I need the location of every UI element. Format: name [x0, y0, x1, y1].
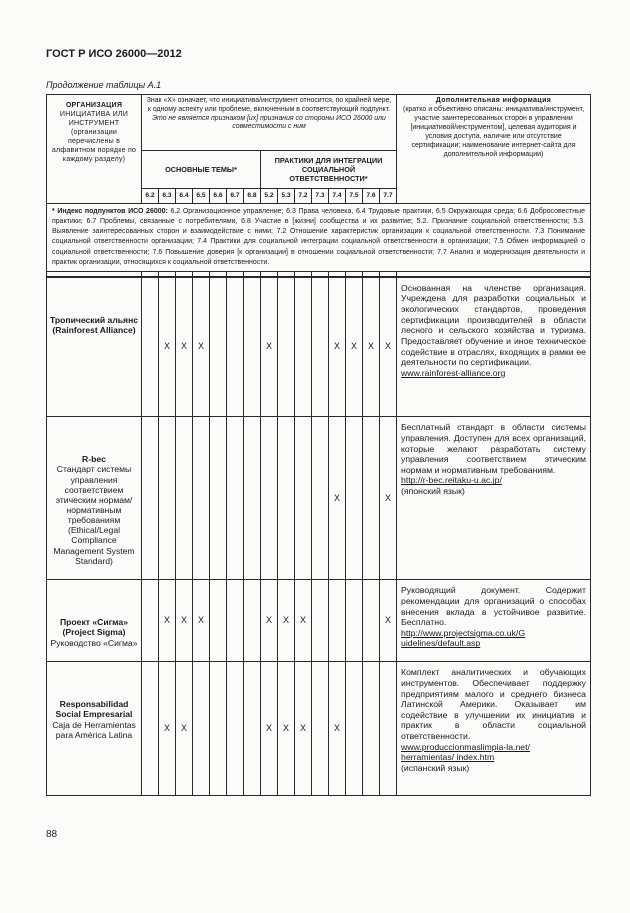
- mark-disclaimer-text: Это не является признаком [их] признания со стороны ИСО 26000 или совместимости с ним: [152, 114, 386, 131]
- website-link[interactable]: http://r-bec.reitaku-u.ac.jp/: [401, 475, 502, 486]
- mark-cell: [142, 580, 159, 662]
- mark-cell: X: [176, 277, 193, 417]
- mark-cell: [278, 277, 295, 417]
- column-number: 7.5: [346, 189, 363, 204]
- document-header: ГОСТ Р ИСО 26000—2012: [46, 48, 182, 60]
- mark-cell: [227, 277, 244, 417]
- column-number: 6.7: [227, 189, 244, 204]
- mark-cell: X: [380, 417, 397, 580]
- mark-cell: [142, 417, 159, 580]
- mark-cell: X: [363, 277, 380, 417]
- language-note: (японский язык): [401, 486, 465, 496]
- website-link[interactable]: www.produccionmaslimpia-la.net/: [401, 741, 530, 752]
- mark-cell: X: [278, 580, 295, 662]
- mark-cell: X: [295, 662, 312, 796]
- mark-cell: [346, 580, 363, 662]
- mark-cell: X: [176, 580, 193, 662]
- mark-cell: [380, 662, 397, 796]
- organization-name: Тропический альянс (Rainforest Alliance): [49, 314, 139, 335]
- column-number: 7.7: [380, 189, 397, 204]
- mark-cell: X: [159, 580, 176, 662]
- column-number: 6.6: [210, 189, 227, 204]
- organization-name: R-bec: [82, 454, 106, 465]
- website-link[interactable]: herramientas/ index.htm: [401, 752, 495, 763]
- index-legend: [47, 204, 591, 272]
- mark-cell: [210, 417, 227, 580]
- mark-cell: [244, 277, 261, 417]
- mark-cell: [244, 580, 261, 662]
- mark-cell: X: [193, 580, 210, 662]
- mark-cell: [329, 580, 346, 662]
- mark-cell: [159, 417, 176, 580]
- website-link[interactable]: www.rainforest-alliance.org: [401, 367, 506, 378]
- column-number: 7.3: [312, 189, 329, 204]
- mark-cell: [312, 580, 329, 662]
- legend-text: 6.2 Организационное управление; 6.3 Права человека, 6.4 Трудовые практики, 6.5 Окружающая среда; 6.6 Добросовестные практики; 6.7 Проблемы, связанные с потребителями, 6.8 Участие в [жизни] сообщества и их развитие; 5.2. Признание социальной ответственности; 5.3. Выявление заинтересованных сторон и взаимодействие с ними; 7.2 Отношение характеристик организации к социальной ответственности. 7.3 Понимание социальной ответственности организации; 7.4 Практики для социальной интеграции социальной ответственности в организации; 7.5 Обмен информацией о социальной ответственности; 7.6 Повышение доверия [к организации] в отношении социальной ответственности; 7.7 Анализ и модернизация деятельности и практик организации, относящихся к социальной ответственности.: [52, 208, 586, 266]
- org-note: (организации перечислены в алфавитном порядке по каждому разделу): [51, 128, 137, 164]
- organization-name: Проект «Сигма» (Project Sigma): [59, 617, 128, 638]
- additional-info-cell: [397, 277, 591, 417]
- org-title: ОРГАНИЗАЦИЯ: [65, 101, 123, 109]
- mark-cell: [363, 580, 380, 662]
- language-note: (испанский язык): [401, 762, 470, 773]
- column-number: 7.4: [329, 189, 346, 204]
- mark-cell: [312, 662, 329, 796]
- mark-cell: [312, 417, 329, 580]
- column-number: 6.2: [142, 189, 159, 204]
- description-text: Бесплатный стандарт в области системы управления. Доступен для всех организаций, которые желают разработать систему управления соответствием этическим нормам и нормативным требованиям.: [401, 422, 587, 475]
- group-core-subjects: ОСНОВНЫЕ ТЕМЫ*: [142, 151, 261, 189]
- mark-cell: X: [261, 580, 278, 662]
- mark-cell: [244, 417, 261, 580]
- column-number: 6.4: [176, 189, 193, 204]
- organization-column-header: [47, 95, 142, 204]
- mark-cell: X: [261, 662, 278, 796]
- mark-cell: X: [176, 662, 193, 796]
- organization-cell: [47, 662, 142, 796]
- description-text: Комплект аналитических и обучающих инструментов. Обеспечивает поддержку предприятиям малого и среднего бизнеса Латинской Америки. Оказывает им содействие в улучшении их инициатив и практик в области социальной ответственности.: [401, 667, 587, 741]
- website-link[interactable]: uidelines/default.asp: [401, 638, 481, 649]
- mark-cell: [295, 277, 312, 417]
- mark-cell: [261, 417, 278, 580]
- mark-cell: X: [329, 662, 346, 796]
- column-number: 5.3: [278, 189, 295, 204]
- organization-name: Responsabilidad Social Empresarial: [55, 699, 133, 720]
- mark-cell: [227, 417, 244, 580]
- column-number: 6.8: [244, 189, 261, 204]
- table-row: [47, 417, 591, 580]
- mark-cell: X: [329, 277, 346, 417]
- initiative-name: Стандарт системы управления соответствием этическим нормам/ нормативным требованиям (Ethical/Legal Compliance Management System Standard): [53, 464, 135, 566]
- additional-info-text: (кратко и объективно описаны: инициатива/инструмент, участие заинтересованных сторон в управлении [инициативой/инструментом], целевая аудитория и условия доступа, наличие или отсутствие сертификации; наименование интернет-сайта для дополнительной информации): [402, 105, 585, 158]
- mark-cell: [210, 277, 227, 417]
- column-number: 5.2: [261, 189, 278, 204]
- table-row: [47, 662, 591, 796]
- mark-cell: [346, 417, 363, 580]
- additional-info-cell: [397, 580, 591, 662]
- additional-info-header: [397, 95, 591, 204]
- column-number: 6.3: [159, 189, 176, 204]
- mark-cell: [278, 417, 295, 580]
- mark-cell: [295, 417, 312, 580]
- mark-cell: [227, 662, 244, 796]
- table-body: [47, 277, 591, 796]
- organization-cell: [47, 417, 142, 580]
- initiative-name: Caja de Herramientas para América Latina: [52, 719, 136, 740]
- column-number: 7.6: [363, 189, 380, 204]
- mark-cell: [346, 662, 363, 796]
- mark-cell: X: [380, 277, 397, 417]
- column-number: 7.2: [295, 189, 312, 204]
- page-number: 88: [46, 829, 58, 840]
- organization-cell: [47, 277, 142, 417]
- mark-cell: X: [159, 662, 176, 796]
- mark-cell: [142, 662, 159, 796]
- mark-cell: [193, 417, 210, 580]
- additional-info-title: Дополнительная информация: [435, 97, 552, 104]
- table-row: [47, 580, 591, 662]
- org-subtitle: ИНИЦИАТИВА ИЛИ ИНСТРУМЕНТ: [59, 110, 129, 128]
- mark-cell: [244, 662, 261, 796]
- legend-label: * Индекс подпунктов ИСО 26000:: [52, 208, 168, 215]
- initiatives-table: [46, 94, 591, 796]
- mark-cell: [210, 662, 227, 796]
- mark-cell: X: [380, 580, 397, 662]
- mark-explanation-text: Знак «X» означает, что инициатива/инструмент относится, по крайней мере, к одному аспекту или проблеме, включенным в соответствующий подпункт.: [146, 97, 392, 113]
- mark-cell: [142, 277, 159, 417]
- mark-cell: [210, 580, 227, 662]
- mark-cell: X: [278, 662, 295, 796]
- mark-cell: [227, 580, 244, 662]
- column-number: 6.5: [193, 189, 210, 204]
- organization-cell: [47, 580, 142, 662]
- mark-cell: X: [159, 277, 176, 417]
- mark-cell: X: [261, 277, 278, 417]
- mark-cell: [312, 277, 329, 417]
- mark-explanation: [142, 95, 397, 151]
- additional-info-cell: [397, 417, 591, 580]
- mark-cell: X: [346, 277, 363, 417]
- mark-cell: X: [193, 277, 210, 417]
- group-integration-practices: ПРАКТИКИ ДЛЯ ИНТЕГРАЦИИ СОЦИАЛЬНОЙ ОТВЕТСТВЕННОСТИ*: [261, 151, 397, 189]
- description-text: Основанная на членстве организация. Учреждена для разработки социальных и экологических стандартов, проведения сертификации производителей в области лесного и сельского хозяйства и туризма. Предоставляет обучение и иное техническое содействие в отраслях, входящих в рамки ее деятельности по сертификации.: [401, 282, 587, 368]
- mark-cell: [193, 662, 210, 796]
- mark-cell: X: [295, 580, 312, 662]
- description-text: Руководящий документ. Содержит рекомендации для организаций о способах внесения вклада в устойчивое развитие. Бесплатно.: [401, 585, 587, 628]
- mark-cell: X: [329, 417, 346, 580]
- mark-cell: [363, 417, 380, 580]
- initiative-name: Руководство «Сигма»: [50, 637, 138, 648]
- website-link[interactable]: http://www.projectsigma.co.uk/G: [401, 627, 526, 638]
- additional-info-cell: [397, 662, 591, 796]
- table-row: [47, 277, 591, 417]
- mark-cell: [363, 662, 380, 796]
- table-caption: Продолжение таблицы А.1: [46, 80, 162, 90]
- mark-cell: [176, 417, 193, 580]
